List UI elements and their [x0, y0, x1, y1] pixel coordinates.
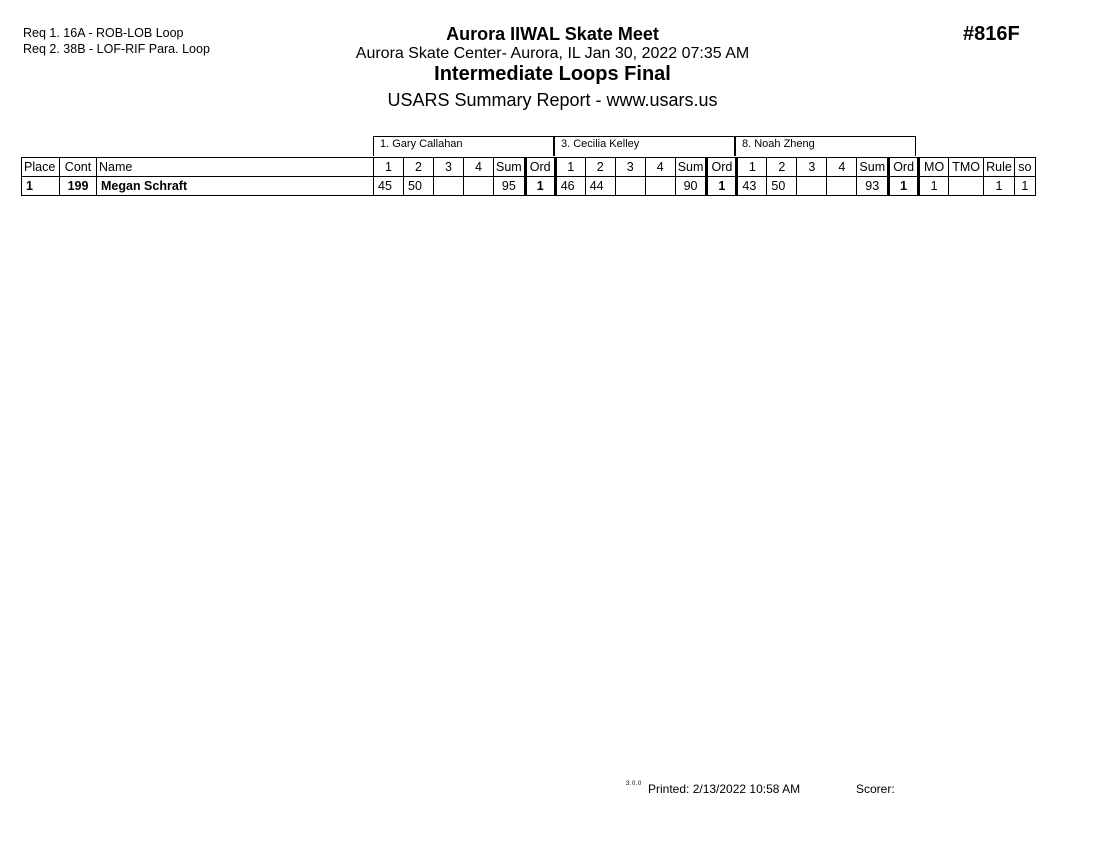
event-number: #816F	[963, 23, 1020, 45]
col-name: Name	[97, 158, 374, 177]
cell-j3-sum: 93	[857, 177, 889, 196]
col-cont: Cont	[60, 158, 97, 177]
judge-1-header: 1. Gary Callahan	[373, 136, 554, 156]
cell-j2-score-3	[615, 177, 645, 196]
col-rule: Rule	[984, 158, 1015, 177]
col-j2-score-2: 2	[585, 158, 615, 177]
version-mark: 3.0.0	[626, 781, 642, 787]
col-j3-score-4: 4	[827, 158, 857, 177]
requirement-1: Req 1. 16A - ROB-LOB Loop	[23, 26, 184, 40]
cell-j2-sum: 90	[675, 177, 707, 196]
col-j3-score-3: 3	[797, 158, 827, 177]
cell-rule: 1	[984, 177, 1015, 196]
scorer-label: Scorer:	[856, 782, 895, 796]
cell-j2-score-2: 44	[585, 177, 615, 196]
cell-j2-ord: 1	[707, 177, 737, 196]
col-j1-score-3: 3	[434, 158, 464, 177]
table-row	[22, 177, 1036, 196]
col-j3-score-1: 1	[737, 158, 767, 177]
report-title: USARS Summary Report - www.usars.us	[387, 90, 718, 110]
judge-3-header: 8. Noah Zheng	[735, 136, 916, 156]
cell-j1-score-2: 50	[404, 177, 434, 196]
col-tmo: TMO	[949, 158, 984, 177]
cell-j3-score-4	[827, 177, 857, 196]
col-j2-score-1: 1	[555, 158, 585, 177]
cell-j1-sum: 95	[494, 177, 526, 196]
cell-place: 1	[22, 177, 60, 196]
col-j2-ord: Ord	[707, 158, 737, 177]
event-title: Intermediate Loops Final	[434, 63, 671, 85]
col-j2-score-4: 4	[645, 158, 675, 177]
col-j1-ord: Ord	[525, 158, 555, 177]
cell-j3-score-1: 43	[737, 177, 767, 196]
cell-j2-score-4	[645, 177, 675, 196]
cell-name: Megan Schraft	[97, 177, 374, 196]
cell-j1-score-3	[434, 177, 464, 196]
col-so: so	[1014, 158, 1035, 177]
meet-location-date: Aurora Skate Center- Aurora, IL Jan 30, 2022 07:35 AM	[355, 45, 750, 62]
col-j1-score-1: 1	[374, 158, 404, 177]
col-j3-sum: Sum	[857, 158, 889, 177]
requirement-2: Req 2. 38B - LOF-RIF Para. Loop	[23, 42, 210, 56]
cell-j3-score-3	[797, 177, 827, 196]
col-place: Place	[22, 158, 60, 177]
cell-cont: 199	[60, 177, 97, 196]
meet-title: Aurora IIWAL Skate Meet	[446, 24, 659, 44]
col-j2-score-3: 3	[615, 158, 645, 177]
col-j1-sum: Sum	[494, 158, 526, 177]
cell-j3-score-2: 50	[767, 177, 797, 196]
judge-2-header: 3. Cecilia Kelley	[554, 136, 735, 156]
cell-so: 1	[1014, 177, 1035, 196]
col-j2-sum: Sum	[675, 158, 707, 177]
cell-j2-score-1: 46	[555, 177, 585, 196]
col-j1-score-2: 2	[404, 158, 434, 177]
cell-j3-ord: 1	[889, 177, 919, 196]
printed-timestamp: Printed: 2/13/2022 10:58 AM	[648, 782, 801, 796]
results-table	[21, 157, 1036, 196]
cell-mo: 1	[919, 177, 949, 196]
col-j1-score-4: 4	[464, 158, 494, 177]
header-row	[22, 158, 1036, 177]
cell-j1-score-1: 45	[374, 177, 404, 196]
cell-j1-ord: 1	[525, 177, 555, 196]
col-j3-score-2: 2	[767, 158, 797, 177]
cell-tmo	[949, 177, 984, 196]
col-mo: MO	[919, 158, 949, 177]
col-j3-ord: Ord	[889, 158, 919, 177]
cell-j1-score-4	[464, 177, 494, 196]
